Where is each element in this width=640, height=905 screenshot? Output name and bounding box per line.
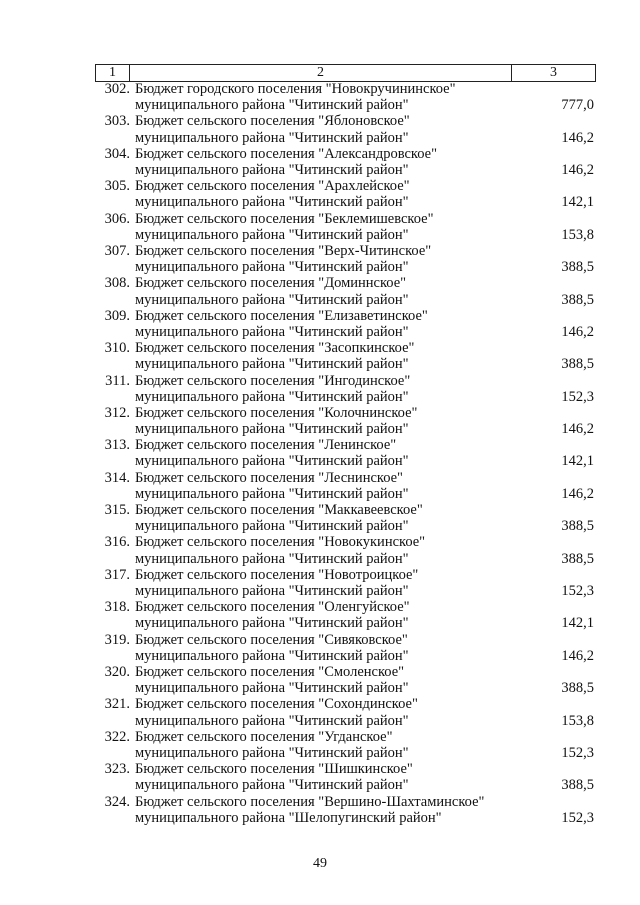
budget-name-line2: муниципального района "Читинский район": [135, 259, 409, 276]
budget-name-line1: Бюджет сельского поселения "Ленинское": [135, 437, 397, 454]
header-col-1: 1: [96, 65, 130, 81]
row-number: 323.: [104, 761, 130, 778]
row-number: 310.: [104, 340, 130, 357]
table-row: [95, 534, 594, 566]
row-number: 308.: [104, 275, 130, 292]
budget-name-line2: муниципального района "Читинский район": [135, 518, 409, 535]
table-row: [95, 664, 594, 696]
header-col-2: 2: [130, 65, 512, 81]
budget-name-line2: муниципального района "Читинский район": [135, 647, 409, 664]
row-number: 312.: [104, 404, 130, 421]
row-number: 320.: [104, 664, 130, 681]
budget-name-line2: муниципального района "Читинский район": [135, 453, 409, 470]
amount-value: 777,0: [561, 97, 594, 114]
budget-name-line1: Бюджет сельского поселения "Елизаветинское": [135, 307, 428, 324]
amount-value: 146,2: [561, 485, 594, 502]
budget-name-line1: Бюджет сельского поселения "Новокукинское": [135, 534, 426, 551]
table-row: [95, 437, 594, 469]
row-number: 315.: [104, 502, 130, 519]
amount-value: 388,5: [561, 777, 594, 794]
table-row: [95, 275, 594, 307]
row-number: 319.: [104, 631, 130, 648]
budget-name-line2: муниципального района "Шелопугинский район": [135, 809, 442, 826]
budget-name-line2: муниципального района "Читинский район": [135, 421, 409, 438]
table-row: [95, 113, 594, 145]
budget-name-line2: муниципального района "Читинский район": [135, 550, 409, 567]
row-number: 317.: [104, 566, 130, 583]
amount-value: 388,5: [561, 291, 594, 308]
row-number: 314.: [104, 469, 130, 486]
budget-name-line1: Бюджет сельского поселения "Леснинское": [135, 469, 403, 486]
budget-name-line1: Бюджет сельского поселения "Маккавеевское": [135, 502, 423, 519]
budget-name-line1: Бюджет сельского поселения "Ингодинское": [135, 372, 411, 389]
amount-value: 152,3: [561, 745, 594, 761]
amount-value: 152,3: [561, 388, 594, 405]
row-number: 309.: [104, 307, 130, 324]
budget-name-line1: Бюджет сельского поселения "Доминнское": [135, 275, 407, 292]
table-row: [95, 567, 594, 599]
amount-value: 388,5: [561, 518, 594, 535]
amount-value: 153,8: [561, 712, 594, 729]
budget-name-line2: муниципального района "Читинский район": [135, 583, 409, 600]
budget-name-line2: муниципального района "Читинский район": [135, 745, 409, 761]
budget-name-line1: Бюджет сельского поселения "Засопкинское": [135, 340, 415, 357]
table-row: [95, 308, 594, 340]
table-row: [95, 632, 594, 664]
budget-name-line2: муниципального района "Читинский район": [135, 226, 409, 243]
row-number: 305.: [104, 178, 130, 195]
table-row: [95, 696, 594, 728]
table-row: [95, 373, 594, 405]
budget-name-line2: муниципального района "Читинский район": [135, 356, 409, 373]
table-row: [95, 470, 594, 502]
table-row: [95, 211, 594, 243]
page-number: 49: [313, 856, 327, 871]
amount-value: 146,2: [561, 647, 594, 664]
budget-name-line1: Бюджет сельского поселения "Сивяковское": [135, 631, 408, 648]
amount-value: 146,2: [561, 161, 594, 178]
table-row: [95, 502, 594, 534]
header-col-3: 3: [550, 65, 557, 80]
row-number: 313.: [104, 437, 130, 454]
budget-name-line1: Бюджет сельского поселения "Новотроицкое": [135, 566, 419, 583]
row-number: 303.: [104, 113, 130, 130]
row-number: 311.: [105, 372, 130, 389]
amount-value: 388,5: [561, 356, 594, 373]
budget-name-line1: Бюджет сельского поселения "Колочнинское": [135, 404, 418, 421]
row-number: 318.: [104, 599, 130, 616]
row-number: 316.: [104, 534, 130, 551]
amount-value: 152,3: [561, 809, 594, 826]
budget-name-line1: Бюджет городского поселения "Новокручининское": [135, 81, 456, 97]
table-row: [95, 81, 594, 113]
amount-value: 146,2: [561, 421, 594, 438]
budget-name-line1: Бюджет сельского поселения "Смоленское": [135, 664, 405, 681]
table-row: [95, 405, 594, 437]
budget-name-line2: муниципального района "Читинский район": [135, 712, 409, 729]
table-row: [95, 794, 594, 826]
budget-name-line2: муниципального района "Читинский район": [135, 291, 409, 308]
amount-value: 146,2: [561, 323, 594, 340]
row-number: 304.: [104, 145, 130, 162]
budget-name-line2: муниципального района "Читинский район": [135, 161, 409, 178]
budget-name-line2: муниципального района "Читинский район": [135, 194, 409, 211]
amount-value: 142,1: [561, 453, 594, 470]
table-body: [95, 81, 594, 826]
amount-value: 388,5: [561, 259, 594, 276]
table-row: [95, 761, 594, 793]
table-row: [95, 243, 594, 275]
budget-name-line2: муниципального района "Читинский район": [135, 97, 409, 114]
budget-name-line1: Бюджет сельского поселения "Беклемишевское": [135, 210, 434, 227]
amount-value: 388,5: [561, 680, 594, 697]
table-header: [95, 64, 596, 82]
row-number: 322.: [104, 728, 130, 745]
row-number: 307.: [104, 242, 130, 259]
amount-value: 142,1: [561, 194, 594, 211]
budget-name-line2: муниципального района "Читинский район": [135, 129, 409, 146]
table-row: [95, 178, 594, 210]
budget-name-line2: муниципального района "Читинский район": [135, 615, 409, 632]
budget-name-line1: Бюджет сельского поселения "Вершино-Шахтаминское": [135, 793, 485, 810]
budget-name-line2: муниципального района "Читинский район": [135, 485, 409, 502]
table-row: [95, 729, 594, 761]
amount-value: 146,2: [561, 129, 594, 146]
budget-name-line1: Бюджет сельского поселения "Оленгуйское": [135, 599, 410, 616]
budget-name-line2: муниципального района "Читинский район": [135, 777, 409, 794]
row-number: 324.: [104, 793, 130, 810]
row-number: 302.: [104, 81, 130, 97]
amount-value: 153,8: [561, 226, 594, 243]
amount-value: 142,1: [561, 615, 594, 632]
budget-name-line1: Бюджет сельского поселения "Сохондинское": [135, 696, 418, 713]
table-row: [95, 340, 594, 372]
row-number: 321.: [104, 696, 130, 713]
amount-value: 152,3: [561, 583, 594, 600]
budget-name-line2: муниципального района "Читинский район": [135, 388, 409, 405]
amount-value: 388,5: [561, 550, 594, 567]
budget-name-line1: Бюджет сельского поселения "Угданское": [135, 728, 393, 745]
budget-name-line1: Бюджет сельского поселения "Арахлейское": [135, 178, 410, 195]
budget-name-line2: муниципального района "Читинский район": [135, 680, 409, 697]
table-row: [95, 146, 594, 178]
row-number: 306.: [104, 210, 130, 227]
budget-name-line1: Бюджет сельского поселения "Яблоновское": [135, 113, 410, 130]
budget-name-line2: муниципального района "Читинский район": [135, 323, 409, 340]
budget-name-line1: Бюджет сельского поселения "Верх-Читинское": [135, 242, 432, 259]
table-row: [95, 599, 594, 631]
budget-name-line1: Бюджет сельского поселения "Александровское": [135, 145, 438, 162]
budget-name-line1: Бюджет сельского поселения "Шишкинское": [135, 761, 413, 778]
